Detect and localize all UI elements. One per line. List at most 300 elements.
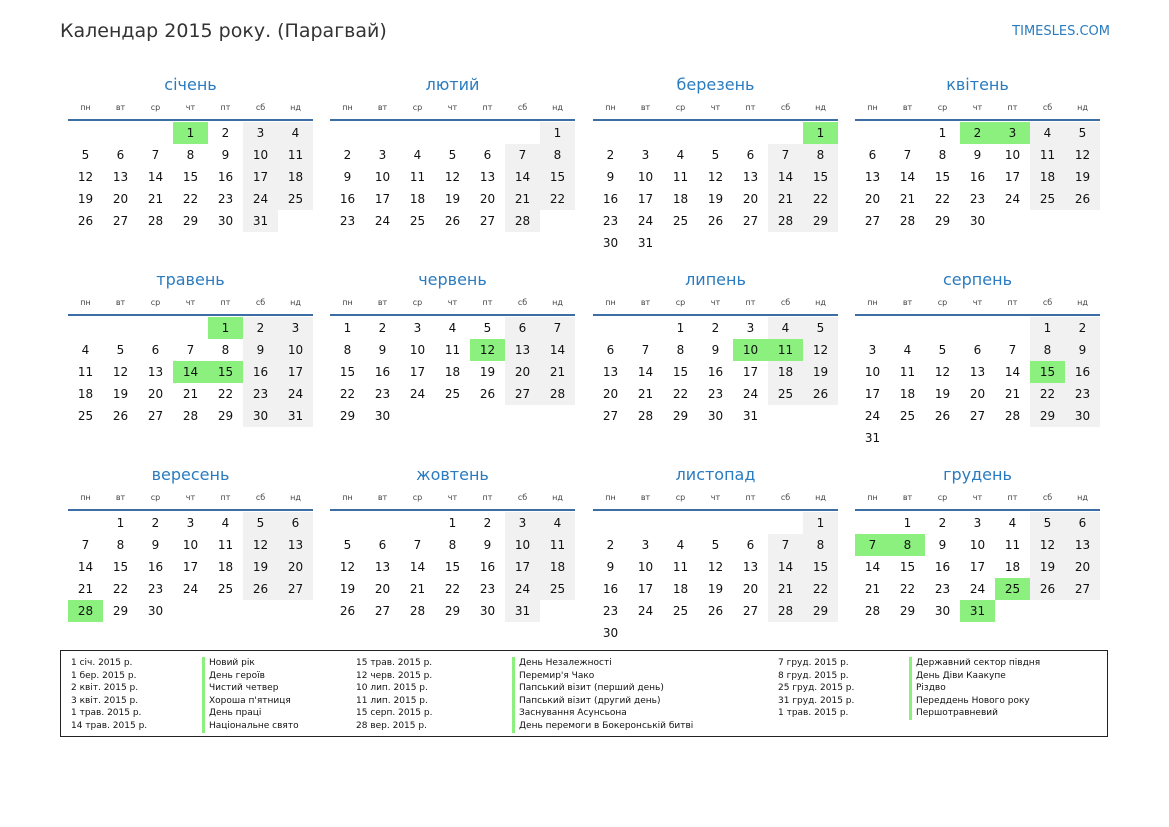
day-cell[interactable]: 12 — [803, 339, 838, 361]
day-cell[interactable]: 19 — [243, 556, 278, 578]
day-cell[interactable]: 13 — [505, 339, 540, 361]
day-cell[interactable]: 4 — [221, 516, 230, 530]
day-cell[interactable]: 23 — [243, 383, 278, 405]
day-cell[interactable]: 8 — [1030, 339, 1065, 361]
day-cell[interactable]: 4 — [448, 321, 457, 335]
day-cell[interactable]: 7 — [768, 534, 803, 556]
day-cell[interactable]: 9 — [483, 538, 492, 552]
day-cell[interactable]: 29 — [339, 409, 356, 423]
day-cell[interactable]: 27 — [969, 409, 986, 423]
day-cell[interactable]: 1 — [343, 321, 352, 335]
day-cell[interactable]: 1 — [803, 512, 838, 534]
day-cell[interactable]: 19 — [707, 582, 724, 596]
day-cell[interactable]: 17 — [374, 192, 391, 206]
day-cell[interactable]: 11 — [1030, 144, 1065, 166]
day-cell[interactable]: 20 — [278, 556, 313, 578]
day-cell[interactable]: 4 — [1008, 516, 1017, 530]
day-cell[interactable]: 25 — [672, 214, 689, 228]
day-cell[interactable]: 23 — [339, 214, 356, 228]
day-cell[interactable]: 30 — [602, 236, 619, 250]
day-cell[interactable]: 26 — [77, 214, 94, 228]
day-cell[interactable]: 11 — [1004, 538, 1021, 552]
day-cell[interactable]: 10 — [637, 170, 654, 184]
day-cell[interactable]: 14 — [147, 170, 164, 184]
day-cell[interactable]: 30 — [934, 604, 951, 618]
day-cell[interactable]: 24 — [637, 214, 654, 228]
day-cell[interactable]: 13 — [742, 170, 759, 184]
day-cell[interactable]: 13 — [374, 560, 391, 574]
day-cell[interactable]: 6 — [278, 512, 313, 534]
day-cell[interactable]: 5 — [243, 512, 278, 534]
day-cell[interactable]: 28 — [540, 383, 575, 405]
day-cell[interactable]: 16 — [602, 582, 619, 596]
day-cell[interactable]: 27 — [505, 383, 540, 405]
day-cell[interactable]: 27 — [602, 409, 619, 423]
day-cell[interactable]: 8 — [890, 534, 925, 556]
day-cell[interactable]: 31 — [960, 600, 995, 622]
day-cell[interactable]: 2 — [378, 321, 387, 335]
day-cell[interactable]: 15 — [899, 560, 916, 574]
day-cell[interactable]: 18 — [409, 192, 426, 206]
day-cell[interactable]: 12 — [77, 170, 94, 184]
day-cell[interactable]: 24 — [969, 582, 986, 596]
day-cell[interactable]: 29 — [182, 214, 199, 228]
day-cell[interactable]: 8 — [803, 144, 838, 166]
day-cell[interactable]: 5 — [343, 538, 352, 552]
day-cell[interactable]: 28 — [768, 210, 803, 232]
day-cell[interactable]: 4 — [540, 512, 575, 534]
day-cell[interactable]: 28 — [1004, 409, 1021, 423]
day-cell[interactable]: 3 — [505, 512, 540, 534]
day-cell[interactable]: 29 — [803, 600, 838, 622]
day-cell[interactable]: 30 — [147, 604, 164, 618]
day-cell[interactable]: 5 — [483, 321, 492, 335]
day-cell[interactable]: 7 — [413, 538, 422, 552]
day-cell[interactable]: 17 — [278, 361, 313, 383]
day-cell[interactable]: 12 — [112, 365, 129, 379]
day-cell[interactable]: 30 — [243, 405, 278, 427]
day-cell[interactable]: 17 — [637, 582, 654, 596]
day-cell[interactable]: 27 — [864, 214, 881, 228]
day-cell[interactable]: 3 — [746, 321, 755, 335]
day-cell[interactable]: 22 — [217, 387, 234, 401]
day-cell[interactable]: 3 — [995, 122, 1030, 144]
day-cell[interactable]: 7 — [540, 317, 575, 339]
day-cell[interactable]: 4 — [903, 343, 912, 357]
day-cell[interactable]: 13 — [479, 170, 496, 184]
day-cell[interactable]: 6 — [505, 317, 540, 339]
day-cell[interactable]: 13 — [112, 170, 129, 184]
day-cell[interactable]: 28 — [768, 600, 803, 622]
day-cell[interactable]: 8 — [676, 343, 685, 357]
day-cell[interactable]: 30 — [217, 214, 234, 228]
day-cell[interactable]: 23 — [479, 582, 496, 596]
day-cell[interactable]: 14 — [768, 556, 803, 578]
day-cell[interactable]: 25 — [278, 188, 313, 210]
day-cell[interactable]: 8 — [221, 343, 230, 357]
day-cell[interactable]: 18 — [899, 387, 916, 401]
day-cell[interactable]: 15 — [540, 166, 575, 188]
day-cell[interactable]: 6 — [151, 343, 160, 357]
day-cell[interactable]: 12 — [1030, 534, 1065, 556]
day-cell[interactable]: 21 — [540, 361, 575, 383]
day-cell[interactable]: 19 — [934, 387, 951, 401]
day-cell[interactable]: 1 — [448, 516, 457, 530]
day-cell[interactable]: 28 — [899, 214, 916, 228]
day-cell[interactable]: 25 — [540, 578, 575, 600]
day-cell[interactable]: 4 — [676, 538, 685, 552]
day-cell[interactable]: 14 — [899, 170, 916, 184]
day-cell[interactable]: 29 — [934, 214, 951, 228]
day-cell[interactable]: 11 — [672, 560, 689, 574]
day-cell[interactable]: 22 — [339, 387, 356, 401]
day-cell[interactable]: 1 — [208, 317, 243, 339]
day-cell[interactable]: 9 — [938, 538, 947, 552]
day-cell[interactable]: 21 — [864, 582, 881, 596]
day-cell[interactable]: 10 — [1004, 148, 1021, 162]
day-cell[interactable]: 6 — [116, 148, 125, 162]
day-cell[interactable]: 14 — [173, 361, 208, 383]
day-cell[interactable]: 28 — [68, 600, 103, 622]
day-cell[interactable]: 2 — [343, 148, 352, 162]
day-cell[interactable]: 5 — [448, 148, 457, 162]
day-cell[interactable]: 26 — [444, 214, 461, 228]
day-cell[interactable]: 29 — [672, 409, 689, 423]
day-cell[interactable]: 2 — [606, 148, 615, 162]
day-cell[interactable]: 12 — [339, 560, 356, 574]
day-cell[interactable]: 24 — [182, 582, 199, 596]
day-cell[interactable]: 9 — [151, 538, 160, 552]
day-cell[interactable]: 19 — [1065, 166, 1100, 188]
day-cell[interactable]: 10 — [864, 365, 881, 379]
day-cell[interactable]: 5 — [1030, 512, 1065, 534]
day-cell[interactable]: 3 — [413, 321, 422, 335]
day-cell[interactable]: 24 — [243, 188, 278, 210]
day-cell[interactable]: 9 — [606, 560, 615, 574]
day-cell[interactable]: 11 — [217, 538, 234, 552]
day-cell[interactable]: 16 — [1065, 361, 1100, 383]
day-cell[interactable]: 18 — [444, 365, 461, 379]
day-cell[interactable]: 17 — [637, 192, 654, 206]
day-cell[interactable]: 12 — [707, 560, 724, 574]
day-cell[interactable]: 5 — [711, 538, 720, 552]
day-cell[interactable]: 27 — [1065, 578, 1100, 600]
day-cell[interactable]: 8 — [803, 534, 838, 556]
day-cell[interactable]: 21 — [1004, 387, 1021, 401]
day-cell[interactable]: 14 — [637, 365, 654, 379]
day-cell[interactable]: 20 — [969, 387, 986, 401]
day-cell[interactable]: 10 — [182, 538, 199, 552]
day-cell[interactable]: 20 — [147, 387, 164, 401]
day-cell[interactable]: 8 — [343, 343, 352, 357]
day-cell[interactable]: 9 — [243, 339, 278, 361]
day-cell[interactable]: 9 — [221, 148, 230, 162]
day-cell[interactable]: 22 — [182, 192, 199, 206]
day-cell[interactable]: 13 — [969, 365, 986, 379]
day-cell[interactable]: 6 — [746, 148, 755, 162]
day-cell[interactable]: 24 — [864, 409, 881, 423]
day-cell[interactable]: 31 — [742, 409, 759, 423]
day-cell[interactable]: 21 — [182, 387, 199, 401]
day-cell[interactable]: 11 — [77, 365, 94, 379]
day-cell[interactable]: 12 — [934, 365, 951, 379]
day-cell[interactable]: 9 — [711, 343, 720, 357]
day-cell[interactable]: 26 — [803, 383, 838, 405]
day-cell[interactable]: 13 — [864, 170, 881, 184]
day-cell[interactable]: 4 — [413, 148, 422, 162]
day-cell[interactable]: 12 — [470, 339, 505, 361]
day-cell[interactable]: 21 — [768, 188, 803, 210]
day-cell[interactable]: 26 — [1065, 188, 1100, 210]
day-cell[interactable]: 22 — [803, 188, 838, 210]
day-cell[interactable]: 19 — [444, 192, 461, 206]
day-cell[interactable]: 28 — [864, 604, 881, 618]
day-cell[interactable]: 5 — [81, 148, 90, 162]
day-cell[interactable]: 25 — [672, 604, 689, 618]
day-cell[interactable]: 21 — [637, 387, 654, 401]
day-cell[interactable]: 7 — [505, 144, 540, 166]
day-cell[interactable]: 18 — [540, 556, 575, 578]
day-cell[interactable]: 6 — [606, 343, 615, 357]
day-cell[interactable]: 26 — [243, 578, 278, 600]
day-cell[interactable]: 12 — [707, 170, 724, 184]
day-cell[interactable]: 12 — [444, 170, 461, 184]
day-cell[interactable]: 2 — [711, 321, 720, 335]
day-cell[interactable]: 21 — [899, 192, 916, 206]
day-cell[interactable]: 11 — [540, 534, 575, 556]
day-cell[interactable]: 10 — [243, 144, 278, 166]
day-cell[interactable]: 23 — [602, 214, 619, 228]
day-cell[interactable]: 29 — [1030, 405, 1065, 427]
day-cell[interactable]: 16 — [707, 365, 724, 379]
day-cell[interactable]: 31 — [864, 431, 881, 445]
day-cell[interactable]: 28 — [505, 210, 540, 232]
day-cell[interactable]: 5 — [938, 343, 947, 357]
day-cell[interactable]: 4 — [1030, 122, 1065, 144]
day-cell[interactable]: 23 — [934, 582, 951, 596]
day-cell[interactable]: 3 — [973, 516, 982, 530]
day-cell[interactable]: 1 — [903, 516, 912, 530]
day-cell[interactable]: 16 — [243, 361, 278, 383]
day-cell[interactable]: 11 — [278, 144, 313, 166]
day-cell[interactable]: 8 — [540, 144, 575, 166]
day-cell[interactable]: 18 — [217, 560, 234, 574]
day-cell[interactable]: 7 — [81, 538, 90, 552]
day-cell[interactable]: 14 — [1004, 365, 1021, 379]
day-cell[interactable]: 21 — [77, 582, 94, 596]
day-cell[interactable]: 1 — [676, 321, 685, 335]
day-cell[interactable]: 14 — [768, 166, 803, 188]
day-cell[interactable]: 30 — [1065, 405, 1100, 427]
day-cell[interactable]: 7 — [768, 144, 803, 166]
day-cell[interactable]: 30 — [969, 214, 986, 228]
day-cell[interactable]: 26 — [339, 604, 356, 618]
day-cell[interactable]: 15 — [339, 365, 356, 379]
day-cell[interactable]: 24 — [278, 383, 313, 405]
day-cell[interactable]: 17 — [864, 387, 881, 401]
day-cell[interactable]: 3 — [186, 516, 195, 530]
day-cell[interactable]: 22 — [444, 582, 461, 596]
day-cell[interactable]: 2 — [606, 538, 615, 552]
day-cell[interactable]: 2 — [221, 126, 230, 140]
day-cell[interactable]: 25 — [77, 409, 94, 423]
day-cell[interactable]: 7 — [855, 534, 890, 556]
day-cell[interactable]: 28 — [637, 409, 654, 423]
day-cell[interactable]: 20 — [1065, 556, 1100, 578]
day-cell[interactable]: 25 — [409, 214, 426, 228]
day-cell[interactable]: 3 — [378, 148, 387, 162]
day-cell[interactable]: 1 — [116, 516, 125, 530]
day-cell[interactable]: 16 — [934, 560, 951, 574]
day-cell[interactable]: 24 — [409, 387, 426, 401]
day-cell[interactable]: 30 — [602, 626, 619, 640]
day-cell[interactable]: 18 — [77, 387, 94, 401]
day-cell[interactable]: 1 — [803, 122, 838, 144]
day-cell[interactable]: 18 — [768, 361, 803, 383]
day-cell[interactable]: 23 — [374, 387, 391, 401]
day-cell[interactable]: 10 — [505, 534, 540, 556]
day-cell[interactable]: 19 — [707, 192, 724, 206]
day-cell[interactable]: 22 — [540, 188, 575, 210]
day-cell[interactable]: 14 — [77, 560, 94, 574]
day-cell[interactable]: 17 — [505, 556, 540, 578]
day-cell[interactable]: 6 — [1065, 512, 1100, 534]
day-cell[interactable]: 15 — [112, 560, 129, 574]
day-cell[interactable]: 15 — [182, 170, 199, 184]
day-cell[interactable]: 24 — [637, 604, 654, 618]
day-cell[interactable]: 20 — [374, 582, 391, 596]
day-cell[interactable]: 5 — [711, 148, 720, 162]
day-cell[interactable]: 10 — [409, 343, 426, 357]
day-cell[interactable]: 10 — [969, 538, 986, 552]
day-cell[interactable]: 15 — [672, 365, 689, 379]
day-cell[interactable]: 2 — [243, 317, 278, 339]
day-cell[interactable]: 8 — [938, 148, 947, 162]
day-cell[interactable]: 15 — [803, 556, 838, 578]
day-cell[interactable]: 25 — [1030, 188, 1065, 210]
day-cell[interactable]: 19 — [112, 387, 129, 401]
day-cell[interactable]: 1 — [173, 122, 208, 144]
day-cell[interactable]: 19 — [339, 582, 356, 596]
day-cell[interactable]: 1 — [1030, 317, 1065, 339]
day-cell[interactable]: 2 — [483, 516, 492, 530]
day-cell[interactable]: 20 — [505, 361, 540, 383]
day-cell[interactable]: 11 — [444, 343, 461, 357]
day-cell[interactable]: 9 — [343, 170, 352, 184]
day-cell[interactable]: 18 — [672, 582, 689, 596]
day-cell[interactable]: 27 — [742, 214, 759, 228]
day-cell[interactable]: 10 — [733, 339, 768, 361]
day-cell[interactable]: 6 — [973, 343, 982, 357]
day-cell[interactable]: 25 — [444, 387, 461, 401]
day-cell[interactable]: 25 — [768, 383, 803, 405]
day-cell[interactable]: 10 — [637, 560, 654, 574]
day-cell[interactable]: 22 — [672, 387, 689, 401]
day-cell[interactable]: 20 — [864, 192, 881, 206]
day-cell[interactable]: 23 — [147, 582, 164, 596]
day-cell[interactable]: 23 — [602, 604, 619, 618]
day-cell[interactable]: 22 — [112, 582, 129, 596]
day-cell[interactable]: 12 — [243, 534, 278, 556]
day-cell[interactable]: 3 — [243, 122, 278, 144]
day-cell[interactable]: 25 — [995, 578, 1030, 600]
day-cell[interactable]: 14 — [505, 166, 540, 188]
day-cell[interactable]: 19 — [77, 192, 94, 206]
day-cell[interactable]: 15 — [803, 166, 838, 188]
day-cell[interactable]: 17 — [409, 365, 426, 379]
day-cell[interactable]: 30 — [479, 604, 496, 618]
day-cell[interactable]: 18 — [672, 192, 689, 206]
day-cell[interactable]: 16 — [969, 170, 986, 184]
day-cell[interactable]: 12 — [1065, 144, 1100, 166]
day-cell[interactable]: 17 — [969, 560, 986, 574]
day-cell[interactable]: 3 — [278, 317, 313, 339]
day-cell[interactable]: 8 — [186, 148, 195, 162]
day-cell[interactable]: 17 — [182, 560, 199, 574]
day-cell[interactable]: 3 — [641, 538, 650, 552]
day-cell[interactable]: 6 — [378, 538, 387, 552]
day-cell[interactable]: 21 — [505, 188, 540, 210]
day-cell[interactable]: 30 — [707, 409, 724, 423]
day-cell[interactable]: 2 — [938, 516, 947, 530]
day-cell[interactable]: 24 — [374, 214, 391, 228]
day-cell[interactable]: 24 — [742, 387, 759, 401]
day-cell[interactable]: 26 — [1030, 578, 1065, 600]
day-cell[interactable]: 20 — [479, 192, 496, 206]
day-cell[interactable]: 3 — [868, 343, 877, 357]
day-cell[interactable]: 14 — [409, 560, 426, 574]
day-cell[interactable]: 13 — [602, 365, 619, 379]
day-cell[interactable]: 5 — [803, 317, 838, 339]
day-cell[interactable]: 15 — [208, 361, 243, 383]
day-cell[interactable]: 16 — [339, 192, 356, 206]
day-cell[interactable]: 18 — [1030, 166, 1065, 188]
day-cell[interactable]: 9 — [1065, 339, 1100, 361]
day-cell[interactable]: 5 — [116, 343, 125, 357]
day-cell[interactable]: 27 — [147, 409, 164, 423]
day-cell[interactable]: 26 — [934, 409, 951, 423]
day-cell[interactable]: 9 — [606, 170, 615, 184]
day-cell[interactable]: 16 — [374, 365, 391, 379]
day-cell[interactable]: 9 — [973, 148, 982, 162]
day-cell[interactable]: 26 — [707, 604, 724, 618]
day-cell[interactable]: 22 — [1030, 383, 1065, 405]
day-cell[interactable]: 10 — [374, 170, 391, 184]
day-cell[interactable]: 7 — [151, 148, 160, 162]
day-cell[interactable]: 20 — [742, 582, 759, 596]
day-cell[interactable]: 17 — [742, 365, 759, 379]
site-link[interactable]: TIMESLES.COM — [1012, 24, 1110, 39]
day-cell[interactable]: 23 — [707, 387, 724, 401]
day-cell[interactable]: 11 — [768, 339, 803, 361]
day-cell[interactable]: 11 — [672, 170, 689, 184]
day-cell[interactable]: 4 — [81, 343, 90, 357]
day-cell[interactable]: 8 — [448, 538, 457, 552]
day-cell[interactable]: 21 — [768, 578, 803, 600]
day-cell[interactable]: 25 — [899, 409, 916, 423]
day-cell[interactable]: 2 — [1065, 317, 1100, 339]
day-cell[interactable]: 25 — [217, 582, 234, 596]
day-cell[interactable]: 7 — [1008, 343, 1017, 357]
day-cell[interactable]: 31 — [505, 600, 540, 622]
day-cell[interactable]: 26 — [112, 409, 129, 423]
day-cell[interactable]: 21 — [409, 582, 426, 596]
day-cell[interactable]: 16 — [479, 560, 496, 574]
day-cell[interactable]: 28 — [409, 604, 426, 618]
day-cell[interactable]: 16 — [602, 192, 619, 206]
day-cell[interactable]: 23 — [217, 192, 234, 206]
day-cell[interactable]: 17 — [243, 166, 278, 188]
